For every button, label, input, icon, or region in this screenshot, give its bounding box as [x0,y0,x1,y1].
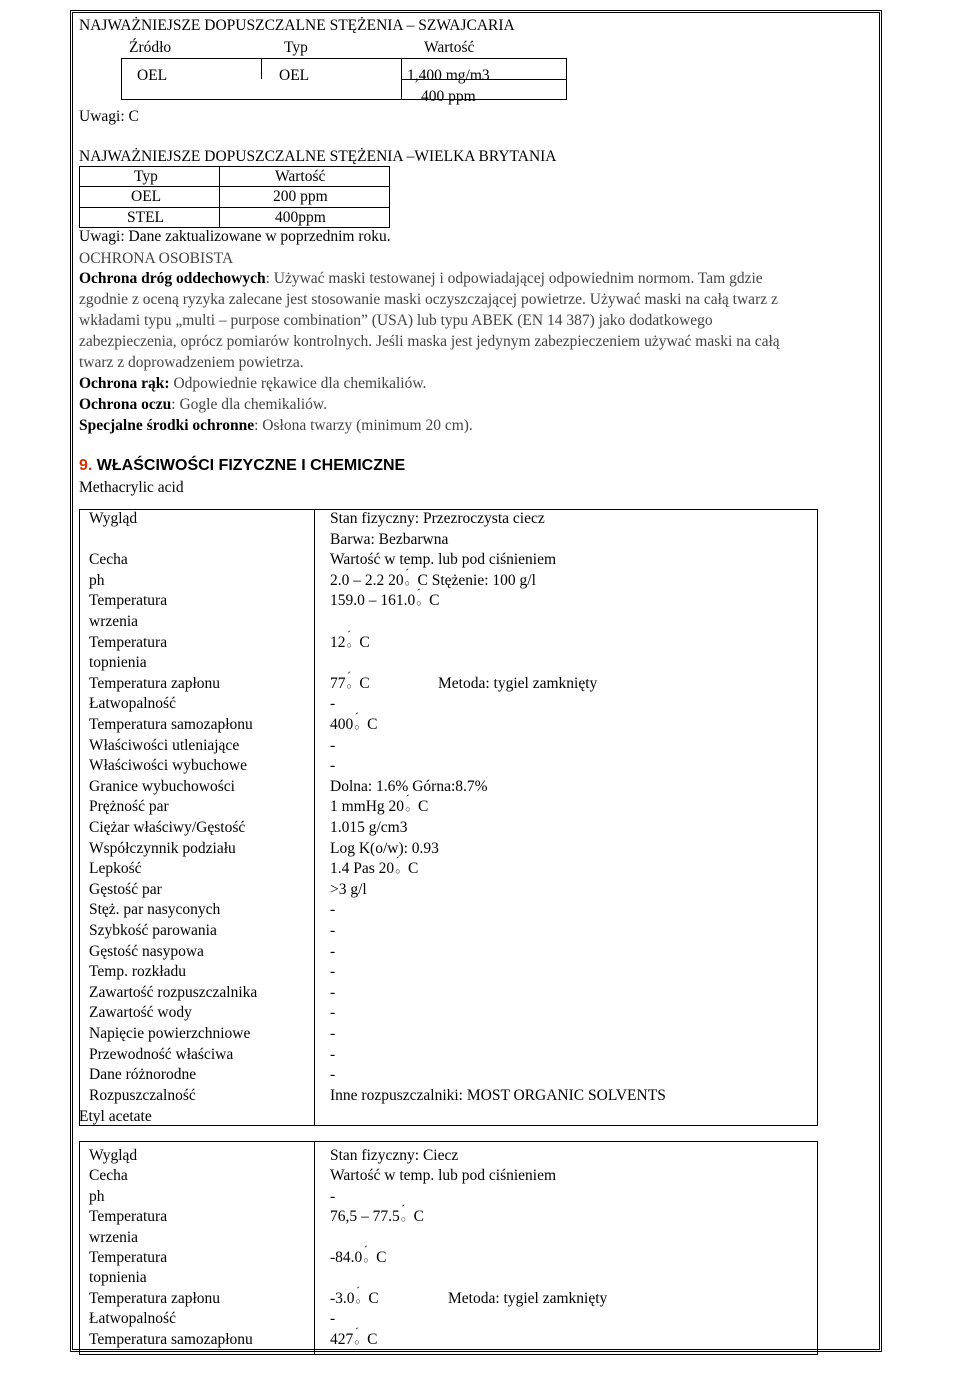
property-value [330,550,556,570]
property-value-text: - [330,1004,336,1022]
property-label: Cecha [89,551,128,569]
property-value [330,633,370,653]
property-label: Łatwopalność [89,695,176,713]
property-value-text: Stan fizyczny: Ciecz [330,1147,459,1164]
uk-divider [219,166,220,228]
substance-1-name: Methacrylic acid [79,479,184,496]
swiss-divider-1 [261,58,262,79]
swiss-header-source: Źródło [129,39,172,56]
property-value [330,1207,424,1227]
property-value [330,1065,335,1085]
property-value-text: - [330,942,336,960]
property-unit: C [372,1249,387,1266]
property-label: wrzenia [89,613,139,630]
property-label: Gęstość nasypowa [89,942,204,960]
property-value [330,1289,379,1309]
degree-icon [353,1324,363,1344]
property-value-text: 2.0 – 2.2 20 [330,571,404,589]
property-value [330,859,418,879]
respiratory-text-5: twarz z doprowadzeniem powietrza. [79,354,304,371]
property-value-text: -84.0 [330,1249,363,1266]
property-unit: C [355,674,370,692]
property-value-text: 1.015 g/cm3 [330,819,408,836]
property-label: Właściwości utleniające [89,736,240,754]
property-value-text: - [330,1045,336,1063]
hands-text: Odpowiednie rękawice dla chemikaliów. [169,375,427,392]
substance-2-name: Etyl acetate [79,1108,152,1125]
property-value-text: - [330,736,336,754]
property-value [330,1146,458,1166]
uk-row-1-value: 200 ppm [273,188,328,205]
property-label: Temperatura [89,1208,168,1226]
property-label: Temperatura [89,592,168,610]
respiratory-label: Ochrona dróg oddechowych [79,270,266,287]
property-value-text: 1 mmHg 20 [330,798,405,816]
property-value-text: Wartość w temp. lub pod ciśnieniem [330,551,557,569]
property-label: Łatwopalność [89,1310,176,1328]
property-value-text: >3 g/l [330,880,367,898]
property-value-text: Stan fizyczny: Przezroczysta ciecz [330,510,545,527]
property-value-text: 12 [330,633,346,651]
property-label: Właściwości wybuchowe [89,757,247,775]
property-value-text: 1.4 Pas 20 [330,860,395,878]
property-value-text: 427 [330,1330,354,1348]
property-value-text: - [330,695,336,713]
property-value [330,1309,335,1329]
property-value [330,736,335,756]
protection-heading: OCHRONA OSOBISTA [79,250,234,267]
respiratory-text-3: wkładami typu „multi – purpose combination” (USA) lub typu ABEK (EN 14 387) jako dodatkowego [79,312,713,329]
property-label: Temperatura zapłonu [89,674,221,692]
swiss-title: NAJWAŻNIEJSZE DOPUSZCZALNE STĘŻENIA – SZWAJCARIA [79,17,515,34]
hand-protection [79,374,426,394]
special-protection [79,416,473,436]
property-label: Temperatura [89,633,168,651]
section-9-number: 9. [79,457,93,474]
property-value-text: - [330,757,336,775]
eyes-label: Ochrona oczu [79,396,172,413]
property-value [330,839,439,859]
property-value [330,797,428,817]
protection-respiratory-line-1 [79,269,763,289]
respiratory-text-1: : Używać maski testowanej i odpowiadającej odpowiednim normom. Tam gdzie [265,270,763,287]
property-label: Temp. rozkładu [89,963,187,981]
property-value [330,900,335,920]
property-value [330,983,335,1003]
degree-icon [394,853,404,873]
property-label: wrzenia [89,1228,139,1246]
uk-row-1-type: OEL [131,188,162,205]
property-label: Lepkość [89,860,142,878]
degree-icon [346,668,356,688]
property-value [330,509,545,529]
property-value-text: Inne rozpuszczalniki: MOST ORGANIC SOLVENTS [330,1086,666,1104]
property-value [330,1024,335,1044]
uk-row-line-2 [79,207,390,208]
respiratory-text-2: zgodnie z oceną ryzyka zalecane jest stosowanie maski oczyszczającej powietrze. Używać maski na całą twarz z [79,291,778,308]
property-label: Współczynnik podziału [89,839,236,857]
property-value-text: Wartość w temp. lub pod ciśnieniem [330,1167,557,1185]
property-value-text: Dolna: 1.6% Górna:8.7% [330,777,488,795]
property-label: Wygląd [89,510,138,527]
property-value [330,1330,377,1350]
uk-row-2-type: STEL [127,209,165,226]
property-value-text: - [330,1310,336,1328]
uk-header-type: Typ [134,168,158,185]
property-label: Cecha [89,1167,128,1185]
property-value-text: - [330,963,336,981]
property-label: Napięcie powierzchniowe [89,1025,251,1042]
property-value [330,674,370,694]
property-label: Temperatura samozapłonu [89,1330,253,1348]
property-value [330,694,335,714]
swiss-source: OEL [137,67,168,84]
property-value [330,880,367,900]
property-method: Metoda: tygiel zamknięty [448,1289,608,1307]
property-value [330,1045,335,1065]
property-label: Temperatura samozapłonu [89,716,253,733]
property-label: Prężność par [89,798,169,816]
property-value [330,818,408,838]
property-value [330,1166,556,1186]
property-value-text: - [330,901,336,919]
property-value-text: Barwa: Bezbarwna [330,530,449,548]
property-value [330,1248,387,1268]
property-label: ph [89,1187,105,1205]
property-label: Temperatura [89,1249,168,1266]
property-value-text: - [330,983,336,1001]
section-9-title: WŁAŚCIWOŚCI FIZYCZNE I CHEMICZNE [92,457,406,474]
property-label: ph [89,571,105,589]
property-label: Zawartość rozpuszczalnika [89,983,258,1001]
table-1-divider [314,509,315,1126]
property-label: Gęstość par [89,880,162,898]
property-value [330,921,335,941]
property-value [330,942,335,962]
degree-icon [404,565,414,585]
degree-icon [355,1283,365,1303]
property-label: Granice wybuchowości [89,777,235,795]
uk-note: Uwagi: Dane zaktualizowane w poprzednim roku. [79,228,391,245]
property-label: Wygląd [89,1147,138,1164]
uk-title: NAJWAŻNIEJSZE DOPUSZCZALNE STĘŻENIA –WIELKA BRYTANIA [79,148,557,165]
property-unit: C [364,1289,379,1307]
property-value-text: - [330,1066,336,1084]
swiss-value-2: 400 ppm [421,88,476,105]
property-unit: C [363,716,378,733]
property-label: topnienia [89,654,147,672]
table-2-divider [314,1141,315,1355]
eyes-text: : Gogle dla chemikaliów. [171,396,327,413]
degree-icon [404,791,414,811]
uk-row-2-value: 400ppm [275,209,326,226]
uk-header-value: Wartość [275,168,326,185]
degree-icon [353,709,363,729]
property-label: Szybkość parowania [89,922,217,939]
property-value [330,571,536,591]
property-label: topnienia [89,1269,147,1287]
property-value [330,1086,666,1106]
property-value-text: - [330,922,336,939]
property-value-text: Log K(o/w): 0.93 [330,839,439,857]
property-value-text: - [330,1187,336,1205]
uk-row-line-1 [79,186,390,187]
swiss-header-value: Wartość [424,39,475,56]
section-9-heading [79,456,405,476]
property-value-text: 400 [330,716,354,733]
property-value [330,962,335,982]
property-label: Zawartość wody [89,1004,192,1022]
property-unit: C [425,592,440,610]
swiss-value-1: 1,400 mg/m3 [407,67,490,84]
property-label: Rozpuszczalność [89,1086,196,1104]
swiss-header-type: Typ [284,39,308,56]
property-value [330,756,335,776]
property-value [330,1187,335,1207]
property-label: Stęż. par nasyconych [89,901,221,919]
degree-icon [362,1242,372,1262]
property-value-text: 76,5 – 77.5 [330,1208,400,1226]
eye-protection [79,395,327,415]
hands-label: Ochrona rąk: [79,375,170,392]
swiss-type: OEL [279,67,310,84]
uk-table [79,166,390,228]
swiss-note: Uwagi: C [79,108,139,125]
property-unit: C [414,798,429,816]
property-label: Przewodność właściwa [89,1045,234,1063]
property-value-text: 77 [330,674,346,692]
property-unit: C [409,1208,424,1226]
property-unit: C [355,633,370,651]
property-label: Temperatura zapłonu [89,1289,221,1307]
degree-icon [415,585,425,605]
property-value-text: -3.0 [330,1289,355,1307]
property-value-text: - [330,1025,336,1042]
property-unit: C [404,860,419,878]
property-method: Metoda: tygiel zamknięty [438,674,598,692]
degree-icon [346,627,356,647]
property-value [330,1003,335,1023]
respiratory-text-4: zabezpieczenia, oprócz pomiarów kontrolnych. Jeśli maska jest jedynym zabezpieczeniem używać maski na całą [79,333,780,350]
property-unit: C Stężenie: 100 g/l [413,571,536,589]
property-value-text: 159.0 – 161.0 [330,592,416,610]
special-label: Specjalne środki ochronne [79,417,255,434]
property-label: Dane różnorodne [89,1066,197,1084]
property-value [330,715,377,735]
property-value [330,530,448,550]
property-value [330,591,439,611]
property-label: Ciężar właściwy/Gęstość [89,819,246,836]
degree-icon [400,1201,410,1221]
property-unit: C [363,1330,378,1348]
special-text: : Osłona twarzy (minimum 20 cm). [254,417,473,434]
